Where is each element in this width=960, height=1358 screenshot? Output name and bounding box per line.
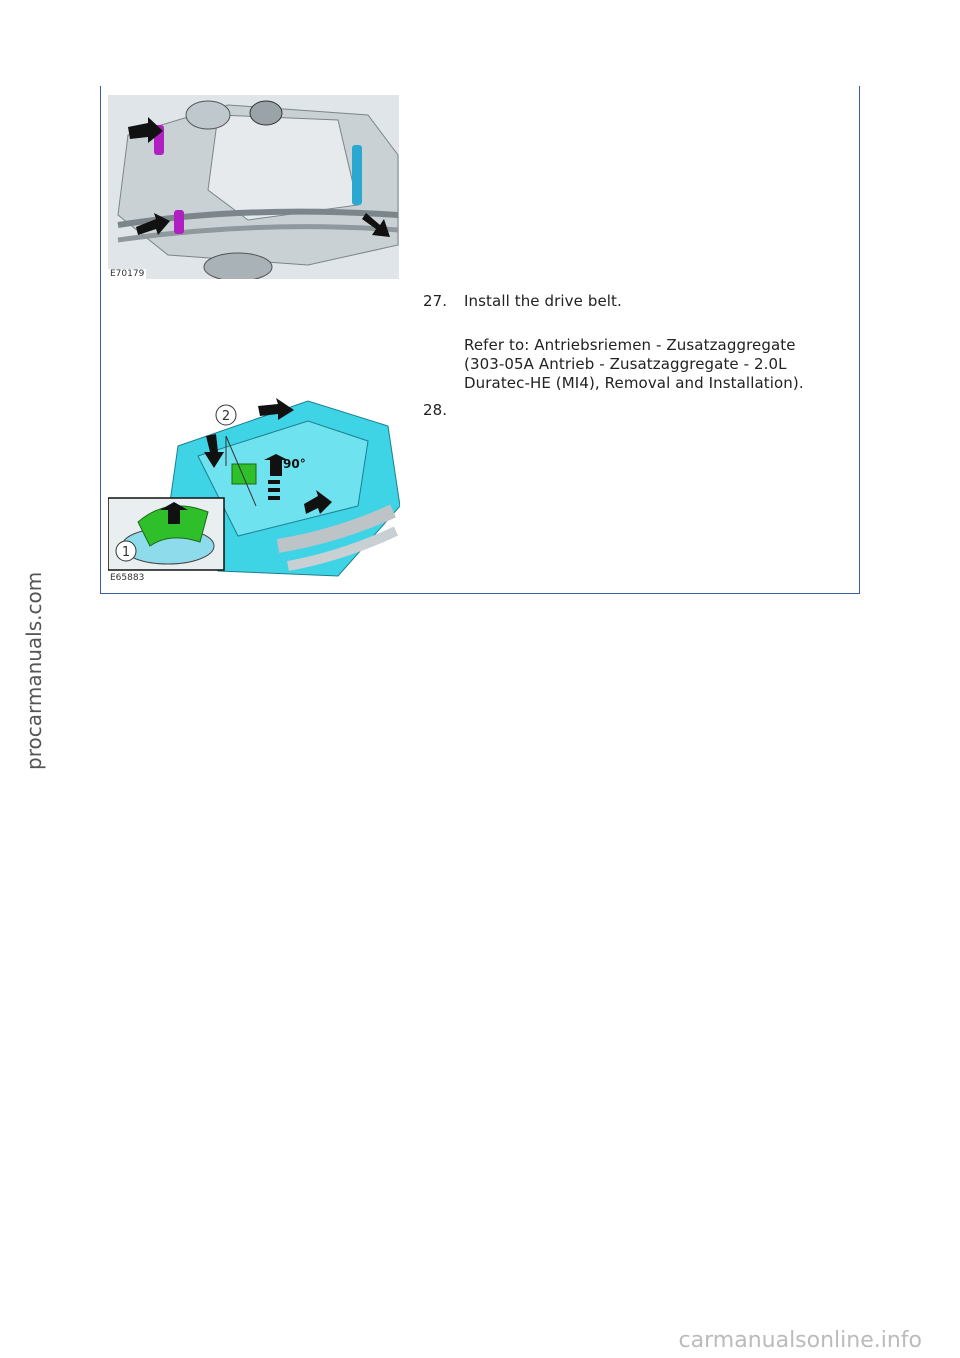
step-number: 28.: [423, 401, 448, 419]
figure-code: E70179: [110, 269, 145, 279]
reference-line: Duratec-HE (MI4), Removal and Installation).: [464, 374, 804, 392]
oil-filler-marker: [232, 464, 256, 484]
figure-engine-cover: [108, 95, 399, 279]
step-text: Install the drive belt.: [464, 292, 622, 310]
step-27-reference: [464, 336, 844, 393]
bottom-watermark: carmanualsonline.info: [678, 1328, 922, 1353]
engine-cover-illustration: [108, 95, 399, 279]
figure-engine-breather: [108, 396, 400, 583]
engine-breather-illustration: [108, 396, 400, 583]
figure-code: E65883: [110, 573, 145, 583]
side-watermark: procarmanuals.com: [22, 571, 46, 770]
reference-line: Refer to: Antriebsriemen - Zusatzaggregate: [464, 336, 796, 354]
step-number: 27.: [423, 292, 448, 310]
callout-label: 2: [221, 409, 231, 424]
reference-line: (303-05A Antrieb - Zusatzaggregate - 2.0L: [464, 355, 787, 373]
callout-label: 1: [121, 545, 131, 560]
angle-label: 90°: [283, 457, 306, 471]
